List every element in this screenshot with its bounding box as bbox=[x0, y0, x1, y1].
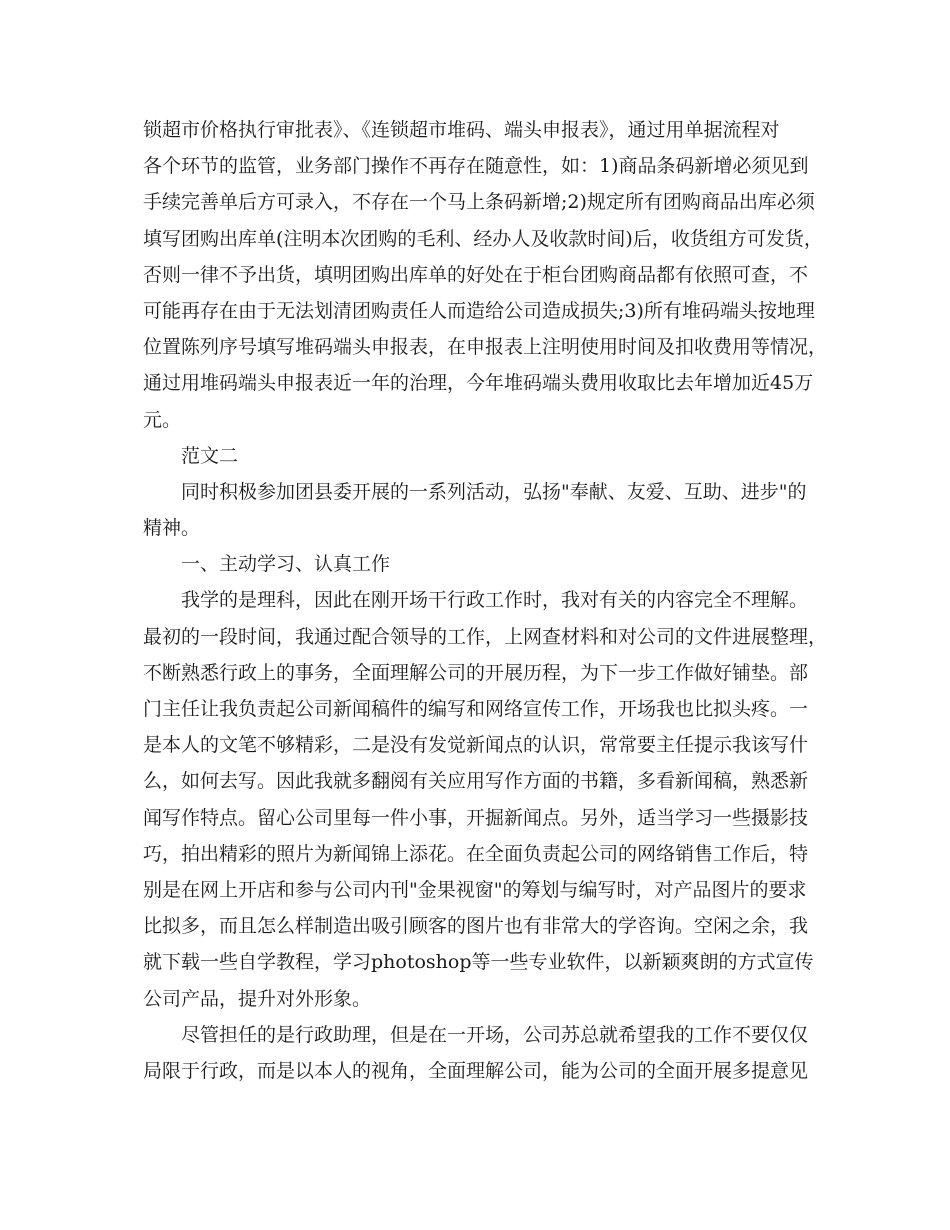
text-line: 最初的一段时间，我通过配合领导的工作，上网查材料和对公司的文件进展整理， bbox=[143, 625, 828, 648]
text-line: 各个环节的监管，业务部门操作不再存在随意性，如：1)商品条码新增必须见到 bbox=[143, 155, 809, 178]
text-line: 位置陈列序号填写堆码端头申报表，在申报表上注明使用时间及扣收费用等情况， bbox=[143, 336, 828, 359]
paragraph-assistant-role bbox=[143, 1017, 813, 1089]
text-line: 锁超市价格执行审批表》、《连锁超市堆码、端头申报表》，通过用单据流程对 bbox=[143, 119, 780, 141]
text-line: 我学的是理科，因此在刚开场干行政工作时，我对有关的内容完全不理解。 bbox=[181, 589, 809, 612]
heading-fanwen-er: 范文二 bbox=[181, 444, 239, 467]
text-line: 尽管担任的是行政助理，但是在一开场，公司苏总就希望我的工作不要仅仅 bbox=[181, 1023, 809, 1046]
text-line: 是本人的文笔不够精彩，二是没有发觉新闻点的认识，常常要主任提示我该写什 bbox=[143, 734, 809, 757]
text-line: 公司产品，提升对外形象。 bbox=[143, 987, 372, 1010]
heading-study-work: 一、主动学习、认真工作 bbox=[181, 553, 391, 576]
text-line: 别是在网上开店和参与公司内刊"金果视窗"的筹划与编写时，对产品图片的要求 bbox=[143, 878, 807, 901]
text-line: 否则一律不予出货，填明团购出库单的好处在于柜台团购商品都有依照可查，不 bbox=[143, 263, 809, 286]
text-line: 么，如何去写。因此我就多翻阅有关应用写作方面的书籍，多看新闻稿，熟悉新 bbox=[143, 770, 809, 793]
document-body bbox=[143, 112, 828, 1089]
text-line: 闻写作特点。留心公司里每一件小事，开掘新闻点。另外，适当学习一些摄影技 bbox=[143, 806, 809, 829]
text-line: 局限于行政，而是以本人的视角，全面理解公司，能为公司的全面开展多提意见 bbox=[143, 1059, 809, 1082]
text-line: 不断熟悉行政上的事务，全面理解公司的开展历程，为下一步工作做好铺垫。部 bbox=[143, 661, 809, 684]
text-line: 就下载一些自学教程，学习photoshop等一些专业软件，以新颖爽朗的方式宣传 bbox=[143, 951, 814, 974]
text-line: 手续完善单后方可录入，不存在一个马上条码新增;2)规定所有团购商品出库必须 bbox=[143, 191, 815, 214]
text-line: 通过用堆码端头申报表近一年的治理，今年堆码端头费用收取比去年增加近45万 bbox=[143, 372, 814, 395]
paragraph-join-activities bbox=[143, 474, 813, 546]
text-line: 可能再存在由于无法划清团购责任人而造给公司造成损失;3)所有堆码端头按地理 bbox=[143, 299, 815, 322]
paragraph-section1 bbox=[143, 112, 828, 438]
text-line: 巧，拍出精彩的照片为新闻锦上添花。在全面负责起公司的网络销售工作后，特 bbox=[143, 842, 809, 865]
text-line: 比拟多，而且怎么样制造出吸引顾客的图片也有非常大的学咨询。空闲之余，我 bbox=[143, 915, 809, 938]
text-line: 元。 bbox=[143, 408, 182, 431]
text-line: 同时积极参加团县委开展的一系列活动，弘扬"奉献、友爱、互助、进步"的 bbox=[181, 480, 807, 503]
paragraph-study bbox=[143, 582, 828, 1016]
text-line: 精神。 bbox=[143, 517, 201, 540]
text-line: 门主任让我负责起公司新闻稿件的编写和网络宣传工作，开场我也比拟头疼。一 bbox=[143, 698, 809, 720]
text-line: 填写团购出库单(注明本次团购的毛利、经办人及收款时间)后，收货组方可发货， bbox=[143, 227, 823, 250]
